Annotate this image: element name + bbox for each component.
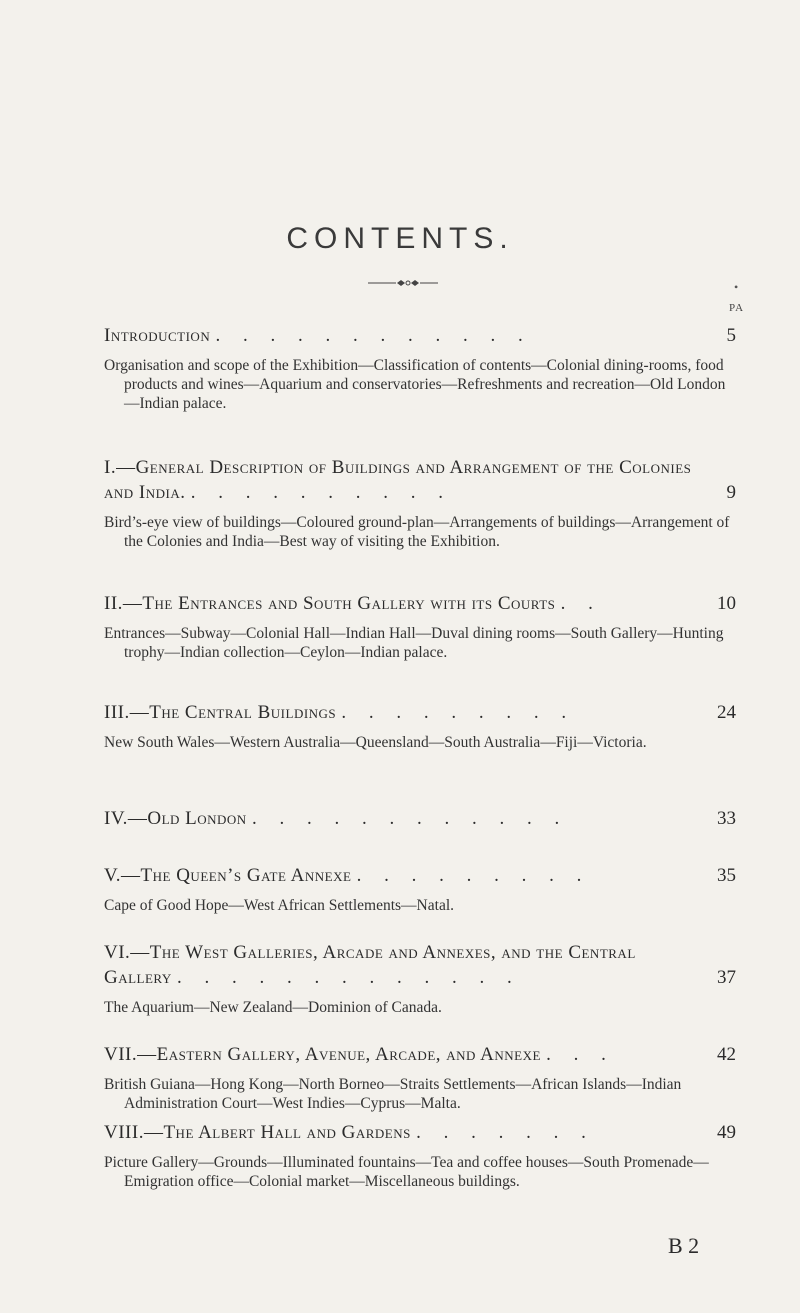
toc-entry-iv[interactable] [104,806,736,831]
signature-mark: B 2 [668,1233,700,1258]
toc-entry-description: British Guiana—Hong Kong—North Borneo—Straits Settlements—African Islands—Indian Administration Court—West Indies—Cyprus—Malta. [104,1076,682,1112]
toc-page-number: 37 [717,967,736,988]
page-column-label: PA [729,302,745,314]
toc-entry-heading: VI.—The West Galleries, Arcade and Annexes, and the Central Gallery . . . . . . . . . . . . . 37 [104,942,736,988]
toc-entry-introduction[interactable] [104,323,736,413]
toc-entry-v[interactable] [104,863,736,915]
toc-entry-iii[interactable] [104,700,736,752]
toc-entry-heading: II.—The Entrances and South Gallery with its Courts . . 10 [104,593,736,614]
toc-page-number: 33 [717,808,736,829]
toc-entry-description: The Aquarium—New Zealand—Dominion of Canada. [104,999,442,1016]
toc-entry-ii[interactable] [104,591,736,662]
toc-entry-heading: VIII.—The Albert Hall and Gardens . . . . . . . 49 [104,1122,736,1143]
toc-page-number: 49 [717,1122,736,1143]
toc-entry-description: Picture Gallery—Grounds—Illuminated fountains—Tea and coffee houses—South Promenade—Emigration office—Colonial market—Miscellaneous buildings. [104,1154,709,1190]
toc-entry-heading: IV.—Old London . . . . . . . . . . . . 33 [104,808,736,829]
toc-entry-heading: I.—General Description of Buildings and Arrangement of the Colonies and India. . . . . . . . . . . 9 [104,457,736,503]
ornament-rule [368,278,438,288]
toc-page-number: 24 [717,702,736,723]
toc-entry-i[interactable] [104,455,736,551]
toc-entry-description: Cape of Good Hope—West African Settlements—Natal. [104,897,454,914]
toc-page-number: 42 [717,1044,736,1065]
toc-page-number: 35 [717,865,736,886]
toc-entry-description: New South Wales—Western Australia—Queensland—South Australia—Fiji—Victoria. [104,734,647,751]
toc-entry-description: Entrances—Subway—Colonial Hall—Indian Hall—Duval dining rooms—South Gallery—Hunting trophy—Indian collection—Ceylon—Indian palace. [104,625,724,661]
page-title: CONTENTS. [286,222,514,255]
toc-page-number: 9 [726,482,736,503]
toc-entry-viii[interactable] [104,1120,736,1191]
toc-entry-heading: Introduction . . . . . . . . . . . . 5 [104,325,736,346]
toc-entry-vii[interactable] [104,1042,736,1113]
margin-dot: • [734,280,739,294]
toc-entry-description: Bird’s-eye view of buildings—Coloured ground-plan—Arrangements of buildings—Arrangement of the Colonies and India—Best way of visiting the Exhibition. [104,514,730,550]
toc-entry-vi[interactable] [104,940,736,1017]
toc-entry-heading: V.—The Queen’s Gate Annexe . . . . . . . . . 35 [104,865,736,886]
toc-entry-description: Organisation and scope of the Exhibition—Classification of contents—Colonial dining-rooms, food products and wines—Aquarium and conservatories—Refreshments and recreation—Old London—Indian palace. [104,357,726,412]
toc-page-number: 5 [726,325,736,346]
toc-page-number: 10 [717,593,736,614]
toc-entry-heading: III.—The Central Buildings . . . . . . . . . 24 [104,702,736,723]
toc-entry-heading: VII.—Eastern Gallery, Avenue, Arcade, and Annexe . . . 42 [104,1044,736,1065]
